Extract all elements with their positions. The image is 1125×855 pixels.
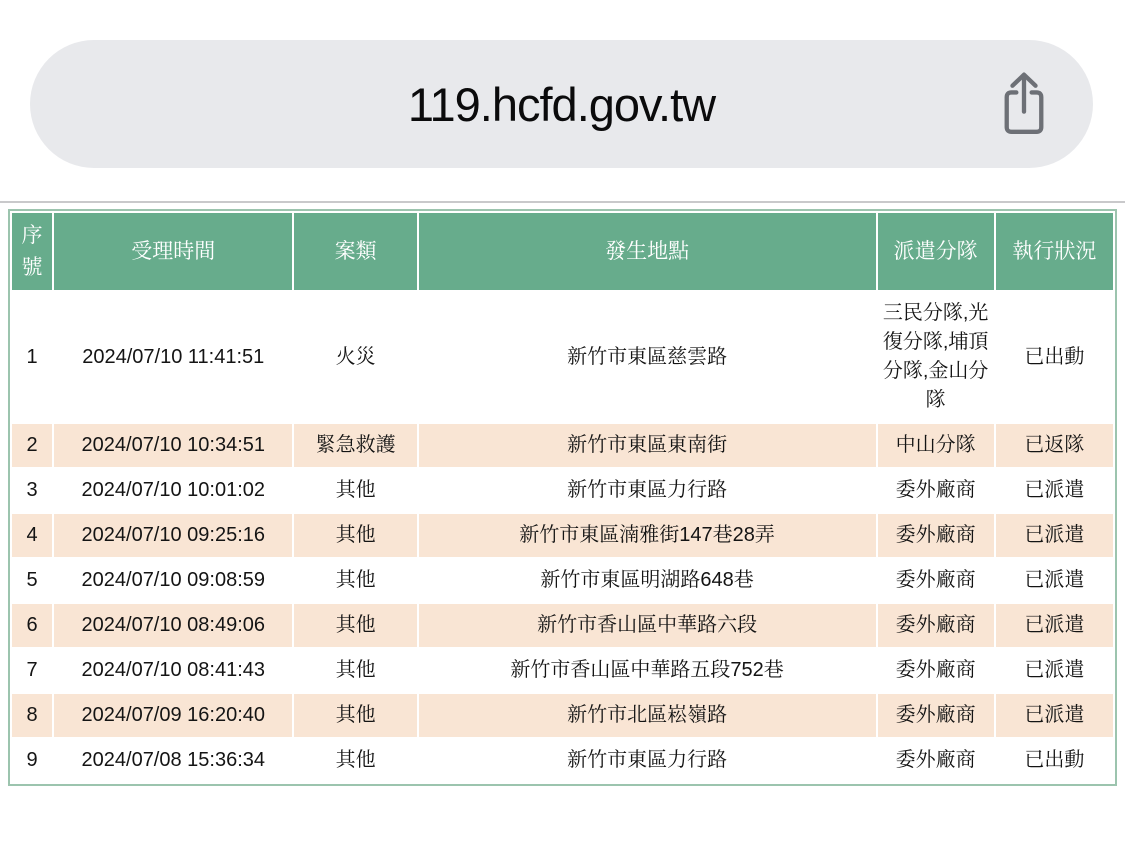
cell-status: 已派遣	[996, 694, 1113, 737]
dispatch-table	[8, 209, 1117, 786]
cell-squad: 三民分隊,光復分隊,埔頂分隊,金山分隊	[878, 292, 994, 422]
cell-squad: 中山分隊	[878, 424, 994, 467]
cell-status: 已出動	[996, 292, 1113, 422]
cell-type: 其他	[294, 559, 416, 602]
cell-type: 其他	[294, 649, 416, 692]
cell-location: 新竹市東區慈雲路	[419, 292, 876, 422]
cell-time: 2024/07/10 11:41:51	[54, 292, 292, 422]
cell-location: 新竹市北區崧嶺路	[419, 694, 876, 737]
cell-time: 2024/07/10 08:49:06	[54, 604, 292, 647]
table-row	[12, 739, 1113, 782]
cell-time: 2024/07/10 08:41:43	[54, 649, 292, 692]
table-row	[12, 649, 1113, 692]
cell-location: 新竹市東區明湖路648巷	[419, 559, 876, 602]
share-icon	[1000, 70, 1048, 139]
cell-time: 2024/07/09 16:20:40	[54, 694, 292, 737]
column-header-seq: 序號	[12, 213, 52, 290]
cell-seq: 2	[12, 424, 52, 467]
cell-time: 2024/07/08 15:36:34	[54, 739, 292, 782]
cell-status: 已出動	[996, 739, 1113, 782]
cell-squad: 委外廠商	[878, 469, 994, 512]
cell-location: 新竹市香山區中華路六段	[419, 604, 876, 647]
cell-type: 其他	[294, 514, 416, 557]
browser-chrome	[0, 0, 1125, 203]
url-text: 119.hcfd.gov.tw	[407, 77, 716, 131]
cell-time: 2024/07/10 10:34:51	[54, 424, 292, 467]
cell-squad: 委外廠商	[878, 649, 994, 692]
cell-time: 2024/07/10 10:01:02	[54, 469, 292, 512]
cell-type: 其他	[294, 604, 416, 647]
cell-status: 已派遣	[996, 469, 1113, 512]
share-button[interactable]	[999, 70, 1049, 138]
cell-seq: 1	[12, 292, 52, 422]
cell-type: 火災	[294, 292, 416, 422]
cell-time: 2024/07/10 09:25:16	[54, 514, 292, 557]
address-bar[interactable]	[30, 40, 1093, 168]
cell-seq: 8	[12, 694, 52, 737]
cell-status: 已派遣	[996, 559, 1113, 602]
page-content	[0, 203, 1125, 786]
table-row	[12, 292, 1113, 422]
cell-squad: 委外廠商	[878, 559, 994, 602]
column-header-status: 執行狀況	[996, 213, 1113, 290]
cell-status: 已派遣	[996, 649, 1113, 692]
cell-type: 緊急救護	[294, 424, 416, 467]
cell-location: 新竹市香山區中華路五段752巷	[419, 649, 876, 692]
cell-location: 新竹市東區湳雅街147巷28弄	[419, 514, 876, 557]
cell-seq: 9	[12, 739, 52, 782]
table-row	[12, 559, 1113, 602]
cell-status: 已派遣	[996, 604, 1113, 647]
cell-time: 2024/07/10 09:08:59	[54, 559, 292, 602]
column-header-type: 案類	[294, 213, 416, 290]
cell-location: 新竹市東區力行路	[419, 739, 876, 782]
cell-seq: 6	[12, 604, 52, 647]
table-row	[12, 694, 1113, 737]
cell-location: 新竹市東區力行路	[419, 469, 876, 512]
cell-squad: 委外廠商	[878, 694, 994, 737]
cell-seq: 3	[12, 469, 52, 512]
cell-type: 其他	[294, 739, 416, 782]
header-row	[12, 213, 1113, 290]
cell-squad: 委外廠商	[878, 604, 994, 647]
cell-squad: 委外廠商	[878, 739, 994, 782]
cell-type: 其他	[294, 694, 416, 737]
table-row	[12, 469, 1113, 512]
cell-type: 其他	[294, 469, 416, 512]
cell-status: 已派遣	[996, 514, 1113, 557]
table-row	[12, 424, 1113, 467]
cell-seq: 4	[12, 514, 52, 557]
table-row	[12, 514, 1113, 557]
cell-status: 已返隊	[996, 424, 1113, 467]
cell-squad: 委外廠商	[878, 514, 994, 557]
column-header-time: 受理時間	[54, 213, 292, 290]
table-row	[12, 604, 1113, 647]
column-header-squad: 派遣分隊	[878, 213, 994, 290]
column-header-location: 發生地點	[419, 213, 876, 290]
cell-seq: 5	[12, 559, 52, 602]
cell-seq: 7	[12, 649, 52, 692]
cell-location: 新竹市東區東南街	[419, 424, 876, 467]
